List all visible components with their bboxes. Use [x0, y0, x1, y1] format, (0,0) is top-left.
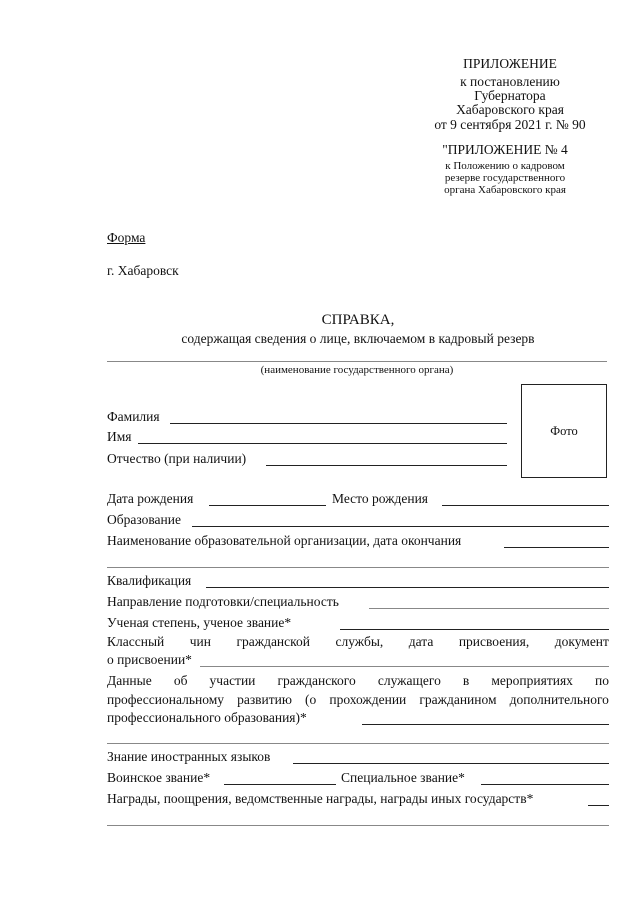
annex-line-3: органа Хабаровского края — [444, 184, 566, 196]
edu-org-line[interactable] — [504, 547, 609, 548]
training-line[interactable] — [362, 724, 609, 725]
military-rank-line[interactable] — [224, 784, 336, 785]
form-label: Форма — [107, 230, 146, 245]
training-word: профессиональному — [107, 692, 224, 707]
awards-line[interactable] — [588, 805, 609, 806]
special-rank-label: Специальное звание* — [341, 770, 465, 785]
languages-line[interactable] — [293, 763, 609, 764]
training-word: прохождении — [329, 692, 407, 707]
photo-box[interactable] — [521, 384, 607, 478]
training-row-2 — [107, 691, 609, 709]
appendix-title: ПРИЛОЖЕНИЕ — [463, 56, 557, 71]
edu-org-line-2[interactable] — [107, 567, 609, 568]
training-word: участии — [209, 673, 256, 688]
appendix-line-4: от 9 сентября 2021 г. № 90 — [434, 117, 586, 132]
awards-label: Награды, поощрения, ведомственные награды, награды иных государств* — [107, 791, 534, 806]
class-rank-row — [107, 633, 609, 651]
class-rank-word: присвоения, — [458, 634, 530, 649]
patronymic-line[interactable] — [266, 465, 507, 466]
org-name-line[interactable] — [107, 361, 607, 362]
training-word: в — [462, 673, 470, 688]
training-word: по — [595, 673, 609, 688]
org-name-hint: (наименование государственного органа) — [260, 364, 454, 376]
training-word: гражданского — [277, 673, 356, 688]
education-label: Образование — [107, 512, 181, 527]
training-word: развитию — [237, 692, 292, 707]
surname-label: Фамилия — [107, 409, 160, 424]
annex-line-2: резерве государственного — [444, 172, 566, 184]
training-line3-label: профессионального образования)* — [107, 710, 307, 725]
class-rank-word: документ — [554, 634, 609, 649]
training-word: гражданином — [419, 692, 497, 707]
degree-line[interactable] — [340, 629, 609, 630]
training-word: об — [173, 673, 188, 688]
appendix-line-1: к постановлению — [460, 74, 560, 89]
class-rank-word: дата — [408, 634, 434, 649]
training-line-2[interactable] — [107, 743, 609, 744]
qualification-line[interactable] — [206, 587, 609, 588]
class-rank-line[interactable] — [200, 666, 609, 667]
specialty-line[interactable] — [369, 608, 609, 609]
edu-org-label: Наименование образовательной организации, дата окончания — [107, 533, 462, 548]
training-row-1 — [107, 672, 609, 690]
annex-title: "ПРИЛОЖЕНИЕ № 4 — [442, 142, 568, 157]
annex-line-1: к Положению о кадровом — [445, 160, 565, 172]
name-label: Имя — [107, 429, 132, 444]
class-rank-word: службы, — [335, 634, 384, 649]
city-label: г. Хабаровск — [107, 263, 179, 278]
surname-line[interactable] — [170, 423, 507, 424]
birth-date-line[interactable] — [209, 505, 326, 506]
document-title: СПРАВКА, — [321, 312, 395, 328]
birth-place-label: Место рождения — [332, 491, 429, 506]
training-word: служащего — [377, 673, 441, 688]
specialty-label: Направление подготовки/специальность — [107, 594, 339, 609]
class-rank-word: Классный — [107, 634, 165, 649]
birth-place-line[interactable] — [442, 505, 609, 506]
training-word: дополнительного — [509, 692, 609, 707]
document-subtitle: содержащая сведения о лице, включаемом в кадровый резерв — [181, 331, 535, 346]
birth-date-label: Дата рождения — [107, 491, 194, 506]
languages-label: Знание иностранных языков — [107, 749, 271, 764]
appendix-line-2: Губернатора — [474, 88, 546, 103]
training-word: мероприятиях — [491, 673, 573, 688]
class-rank-line2-label: о присвоении* — [107, 652, 192, 667]
training-word: Данные — [107, 673, 152, 688]
awards-line-2[interactable] — [107, 825, 609, 826]
degree-label: Ученая степень, ученое звание* — [107, 615, 292, 630]
patronymic-label: Отчество (при наличии) — [107, 451, 247, 466]
qualification-label: Квалификация — [107, 573, 192, 588]
name-line[interactable] — [138, 443, 507, 444]
appendix-line-3: Хабаровского края — [456, 102, 564, 117]
special-rank-line[interactable] — [481, 784, 609, 785]
class-rank-word: чин — [189, 634, 211, 649]
training-word: (о — [305, 692, 317, 707]
photo-label: Фото — [550, 423, 578, 438]
class-rank-word: гражданской — [236, 634, 311, 649]
military-rank-label: Воинское звание* — [107, 770, 211, 785]
education-line[interactable] — [192, 526, 609, 527]
